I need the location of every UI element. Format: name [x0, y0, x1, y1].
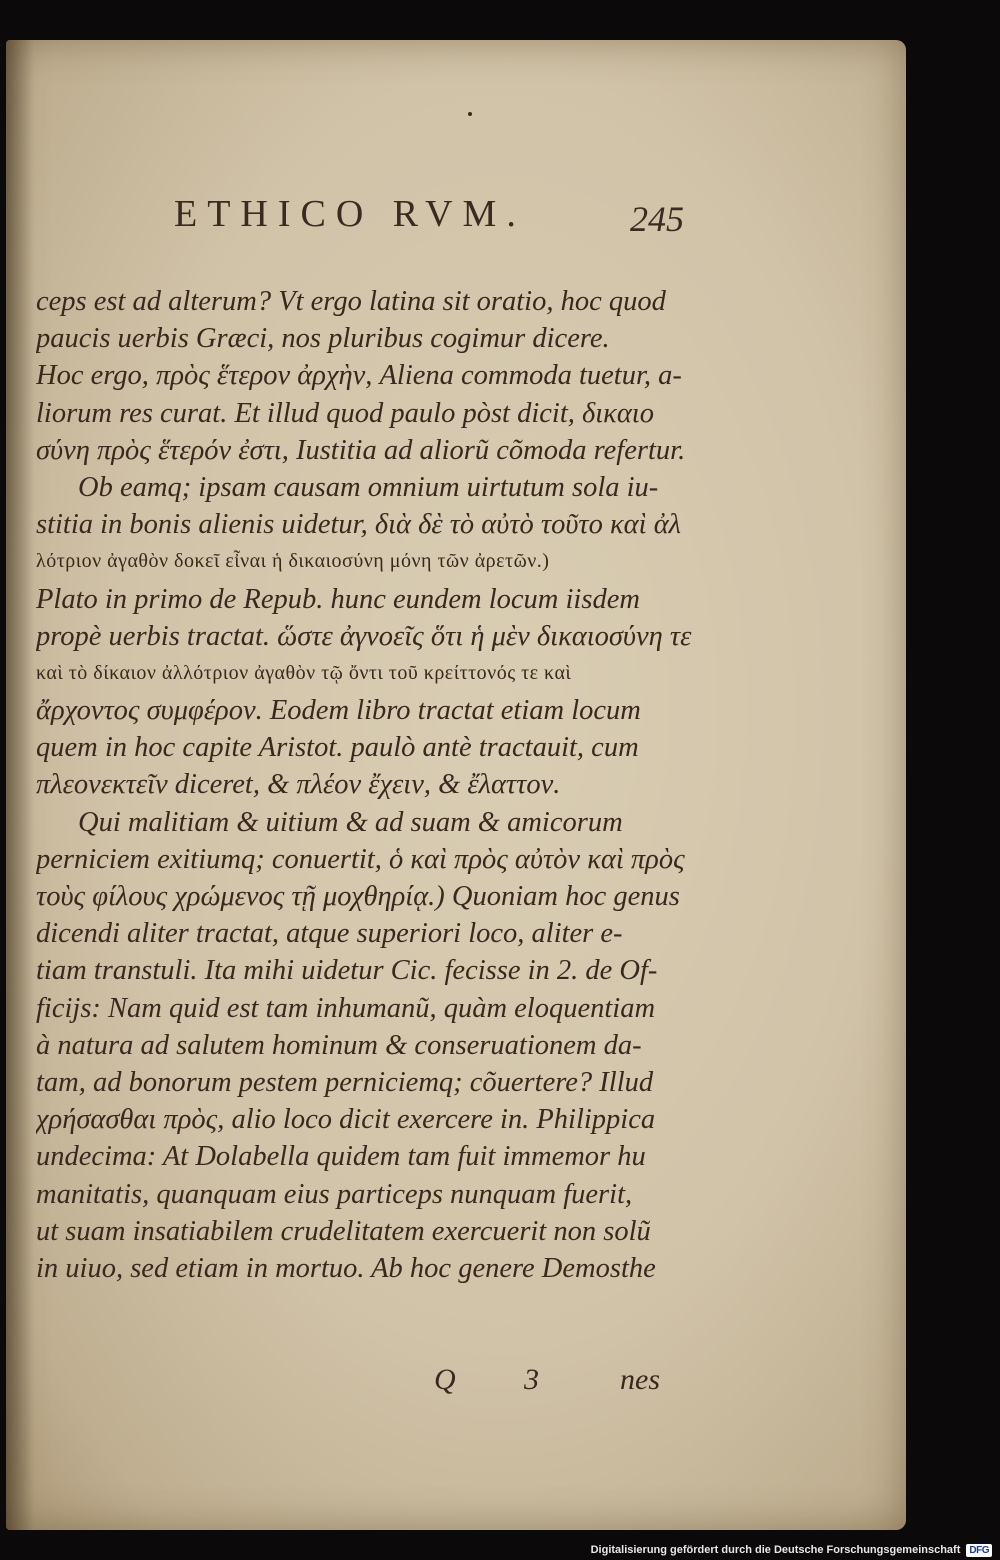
body-text: [36, 283, 696, 1287]
text-line: paucis uerbis Græci, nos pluribus cogimur dicere.: [36, 323, 610, 355]
book-page: [6, 40, 906, 1530]
text-line: πλεονεκτεῖν diceret, & πλέον ἔχειν, & ἔλαττον.: [36, 769, 561, 801]
text-line: stitia in bonis alienis uidetur, διὰ δὲ τὸ αὐτὸ τοῦτο καὶ ἀλ: [36, 509, 681, 541]
text-line: liorum res curat. Et illud quod paulo pòst dicit, δικαιο: [36, 397, 654, 429]
funding-credit: Digitalisierung gefördert durch die Deutsche Forschungsgemeinschaft: [590, 1544, 961, 1556]
text-line: ut suam insatiabilem crudelitatem exercuerit non solũ: [36, 1215, 651, 1247]
text-line: manitatis, quanquam eius particeps nunquam fuerit,: [36, 1178, 633, 1210]
text-line: dicendi aliter tractat, atque superiori loco, aliter e-: [36, 918, 623, 950]
greek-text-line: καὶ τὸ δίκαιον ἀλλότριον ἀγαθὸν τῷ ὄντι τοῦ κρείττονός τε καὶ: [36, 661, 572, 684]
signature-mark: Q: [434, 1363, 456, 1396]
digitization-footer: [591, 1541, 992, 1559]
catchword: nes: [620, 1363, 660, 1396]
signature-number: 3: [524, 1363, 539, 1396]
text-line: undecima: At Dolabella quidem tam fuit immemor hu: [36, 1141, 646, 1173]
text-line: tam, ad bonorum pestem perniciemq; cõuertere? Illud: [36, 1066, 654, 1098]
running-head: ETHICO RVM.: [174, 193, 526, 235]
text-line: in uiuo, sed etiam in mortuo. Ab hoc genere Demosthe: [36, 1252, 656, 1284]
text-line: à natura ad salutem hominum & conseruationem da-: [36, 1029, 642, 1061]
text-line: τοὺς φίλους χρώμενος τῇ μοχθηρίᾳ.) Quoniam hoc genus: [36, 881, 680, 912]
dfg-logo-icon: DFG: [966, 1544, 992, 1557]
text-line: Plato in primo de Repub. hunc eundem locum iisdem: [36, 583, 640, 615]
text-line: Qui malitiam & uitium & ad suam & amicorum: [78, 806, 623, 838]
page-number: 245: [630, 199, 684, 239]
text-line: χρήσασθαι πρὸς, alio loco dicit exercere in. Philippica: [36, 1104, 656, 1136]
text-line: quem in hoc capite Aristot. paulò antè tractauit, cum: [36, 732, 639, 764]
text-line: σύνη πρὸς ἕτερόν ἐστι, Iustitia ad aliorũ cõmoda refertur.: [36, 434, 686, 466]
ink-speck: [468, 112, 472, 116]
greek-text-line: λότριον ἀγαθὸν δοκεῖ εἶναι ἡ δικαιοσύνη μόνη τῶν ἀρετῶν.): [36, 550, 550, 573]
spine-shadow: [6, 40, 34, 1530]
text-line: perniciem exitiumq; conuertit, ὁ καὶ πρὸς αὐτὸν καὶ πρὸς: [36, 843, 685, 875]
text-line: ceps est ad alterum? Vt ergo latina sit oratio, hoc quod: [36, 286, 666, 317]
text-line: ἄρχοντος συμφέρον. Eodem libro tractat etiam locum: [36, 695, 641, 727]
text-line: propè uerbis tractat. ὥστε ἀγνοεῖς ὅτι ἡ μὲν δικαιοσύνη τε: [36, 620, 692, 652]
text-line: tiam transtuli. Ita mihi uidetur Cic. fecisse in 2. de Of-: [36, 955, 658, 987]
text-line: Ob eamq; ipsam causam omnium uirtutum sola iu-: [78, 471, 659, 503]
text-line: Hoc ergo, πρὸς ἕτερον ἀρχὴν, Aliena commoda tuetur, a-: [36, 360, 682, 392]
text-line: ficijs: Nam quid est tam inhumanũ, quàm eloquentiam: [36, 992, 656, 1024]
